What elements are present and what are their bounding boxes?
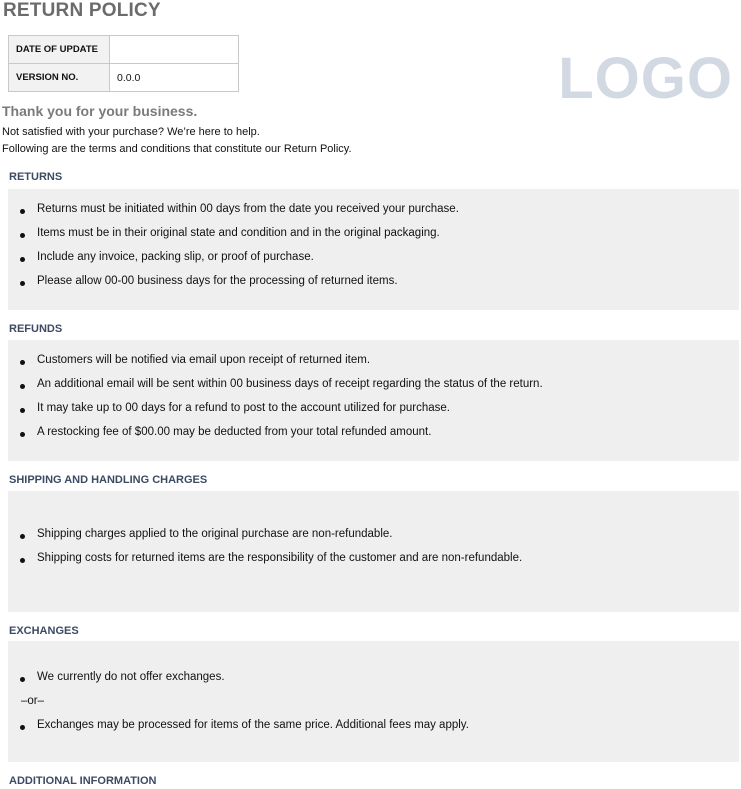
list-item: We currently do not offer exchanges.: [37, 671, 225, 683]
list-item: Include any invoice, packing slip, or proof of purchase.: [37, 251, 314, 263]
intro-text: [2, 124, 352, 158]
section-title-additional: ADDITIONAL INFORMATION: [9, 775, 157, 787]
section-title-returns: RETURNS: [9, 171, 63, 183]
logo-placeholder: LOGO: [558, 46, 733, 111]
list-item: Customers will be notified via email upon receipt of returned item.: [37, 354, 371, 366]
section-box-shipping: [8, 491, 739, 612]
version-no-value[interactable]: 0.0.0: [110, 64, 239, 92]
meta-row-date: [9, 36, 239, 64]
date-of-update-label: DATE OF UPDATE: [9, 36, 110, 64]
section-box-refunds: [8, 340, 739, 461]
thanks-heading: Thank you for your business.: [2, 103, 198, 119]
section-title-shipping: SHIPPING AND HANDLING CHARGES: [9, 474, 208, 486]
list-item: Exchanges may be processed for items of the same price. Additional fees may apply.: [37, 719, 469, 731]
list-item: An additional email will be sent within 00 business days of receipt regarding the status of the return.: [37, 378, 543, 390]
intro-line: Not satisfied with your purchase? We’re here to help.: [2, 126, 260, 138]
version-no-label: VERSION NO.: [9, 64, 110, 92]
page-title: RETURN POLICY: [3, 0, 161, 21]
list-item: A restocking fee of $00.00 may be deducted from your total refunded amount.: [37, 426, 432, 438]
section-box-exchanges: [8, 641, 739, 762]
list-item: Shipping charges applied to the original purchase are non-refundable.: [37, 528, 393, 540]
list-item: Returns must be initiated within 00 days from the date you received your purchase.: [37, 203, 459, 215]
section-box-returns: [8, 189, 739, 310]
document-meta-table: [8, 35, 239, 92]
list-item: Shipping costs for returned items are the responsibility of the customer and are non-refundable.: [37, 552, 523, 564]
intro-line: Following are the terms and conditions that constitute our Return Policy.: [2, 143, 352, 155]
date-of-update-value[interactable]: [110, 36, 239, 64]
section-title-exchanges: EXCHANGES: [9, 625, 79, 637]
meta-row-version: [9, 64, 239, 92]
or-separator: –or–: [21, 695, 45, 707]
list-item: Please allow 00-00 business days for the processing of returned items.: [37, 275, 398, 287]
list-item: It may take up to 00 days for a refund to post to the account utilized for purchase.: [37, 402, 450, 414]
list-item: Items must be in their original state and condition and in the original packaging.: [37, 227, 440, 239]
section-title-refunds: REFUNDS: [9, 323, 63, 335]
